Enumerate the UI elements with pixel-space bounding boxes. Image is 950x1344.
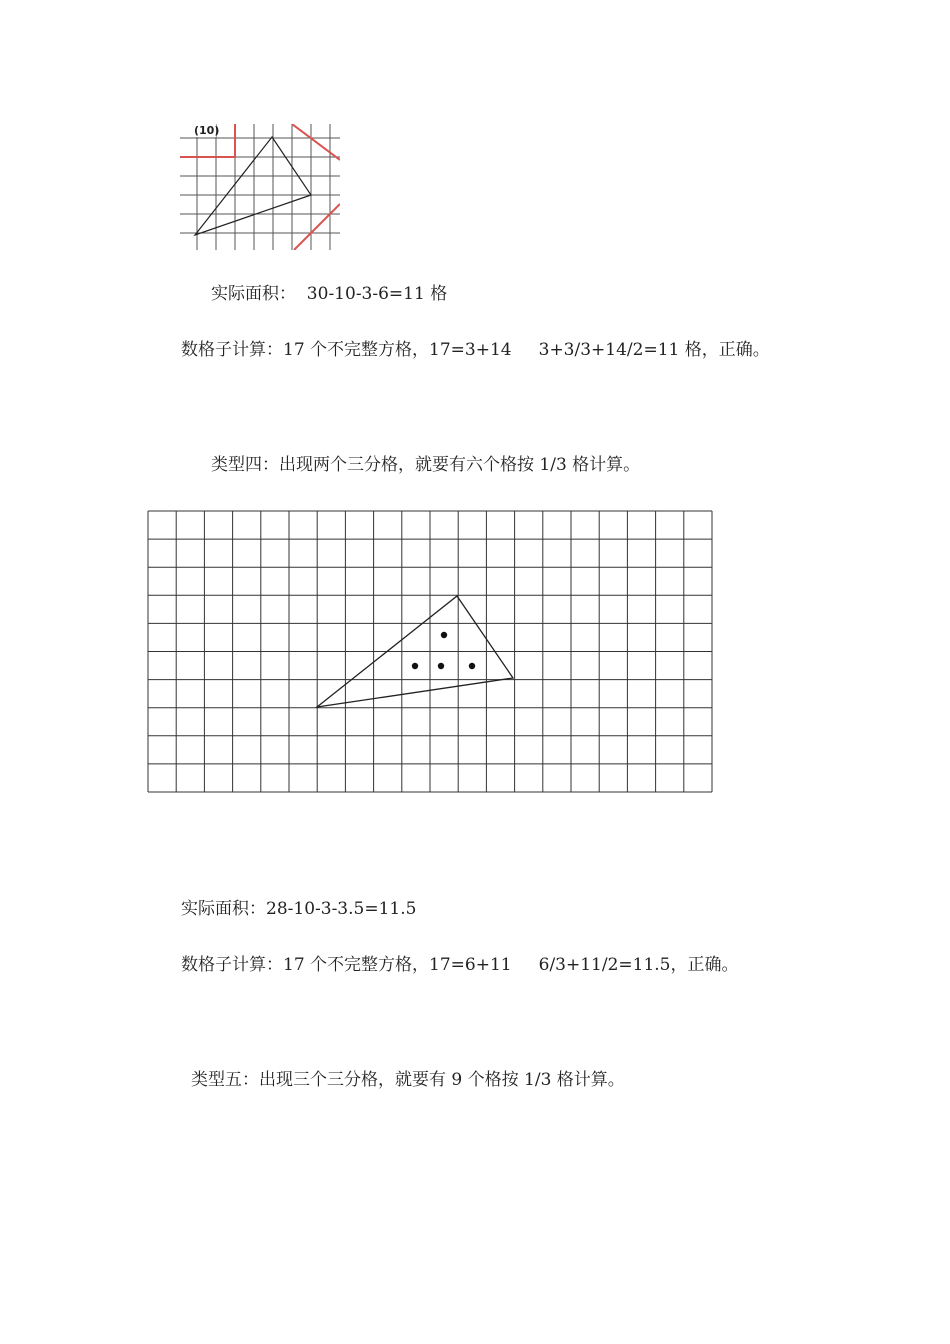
figure-label: (10) <box>194 124 220 137</box>
large-grid-figure <box>147 510 713 793</box>
triangle-small <box>195 137 311 235</box>
count-grid-line-1: 数格子计算：17 个不完整方格，17=3+14 3+3/3+14/2=11 格，正确。 <box>181 340 770 360</box>
small-grid-figure <box>180 124 340 250</box>
actual-area-line-1: 实际面积： 30-10-3-6=11 格 <box>211 284 448 304</box>
dot <box>469 663 475 669</box>
red-diagonal-bottom <box>294 204 340 250</box>
large-grid-lines <box>148 511 712 792</box>
type-four-heading: 类型四：出现两个三分格，就要有六个格按 1/3 格计算。 <box>211 455 641 475</box>
actual-area-line-2: 实际面积：28-10-3-3.5=11.5 <box>181 899 417 919</box>
dot <box>438 663 444 669</box>
dot <box>412 663 418 669</box>
type-five-heading: 类型五：出现三个三分格，就要有 9 个格按 1/3 格计算。 <box>191 1070 625 1090</box>
small-grid-svg <box>180 124 340 250</box>
red-diagonal-top <box>292 124 340 160</box>
large-grid-svg <box>147 510 713 793</box>
count-grid-line-2: 数格子计算：17 个不完整方格，17=6+11 6/3+11/2=11.5，正确。 <box>181 955 739 975</box>
dot <box>441 632 447 638</box>
